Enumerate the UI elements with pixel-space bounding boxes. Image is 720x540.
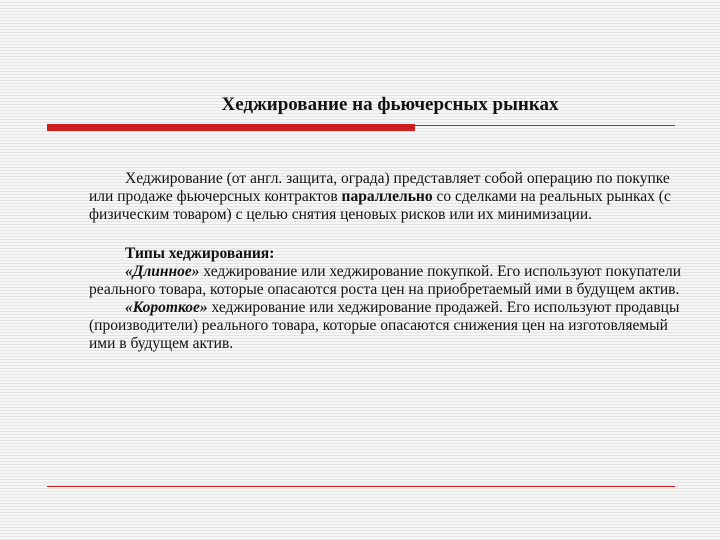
short-hedge-paragraph (89, 299, 689, 353)
intro-text-end: со сделками на реальных рынках (с физическим товаром) с целью снятия ценовых рисков или их минимизации. (89, 188, 671, 223)
long-hedge-paragraph (89, 263, 689, 299)
intro-paragraph (89, 170, 689, 224)
title-underline-thin (415, 125, 675, 126)
slide-body (89, 170, 689, 353)
short-hedge-text: хеджирование или хеджирование продажей. Его используют продавцы (производители) реального товара, которые опасаются снижения цен на изготовляемый ими в будущем актив. (89, 299, 680, 352)
long-hedge-text: хеджирование или хеджирование покупкой. Его используют покупатели реального товара, которые опасаются роста цен на приобретаемый ими в будущем актив. (89, 263, 682, 298)
long-hedge-term: «Длинное» (125, 263, 200, 280)
types-heading-paragraph (89, 245, 689, 263)
paragraph-gap (89, 224, 689, 245)
slide-title: Хеджирование на фьючерсных рынках (221, 94, 559, 115)
short-hedge-term: «Короткое» (125, 299, 208, 316)
intro-text-start: Хеджирование (от англ. защита, ограда) представляет собой операцию по покупке или продаже фьючерсных контрактов (89, 170, 670, 205)
types-heading: Типы хеджирования: (125, 245, 275, 262)
title-underline-thick (47, 124, 415, 131)
intro-bold-word: параллельно (341, 188, 433, 205)
footer-rule (47, 486, 675, 487)
